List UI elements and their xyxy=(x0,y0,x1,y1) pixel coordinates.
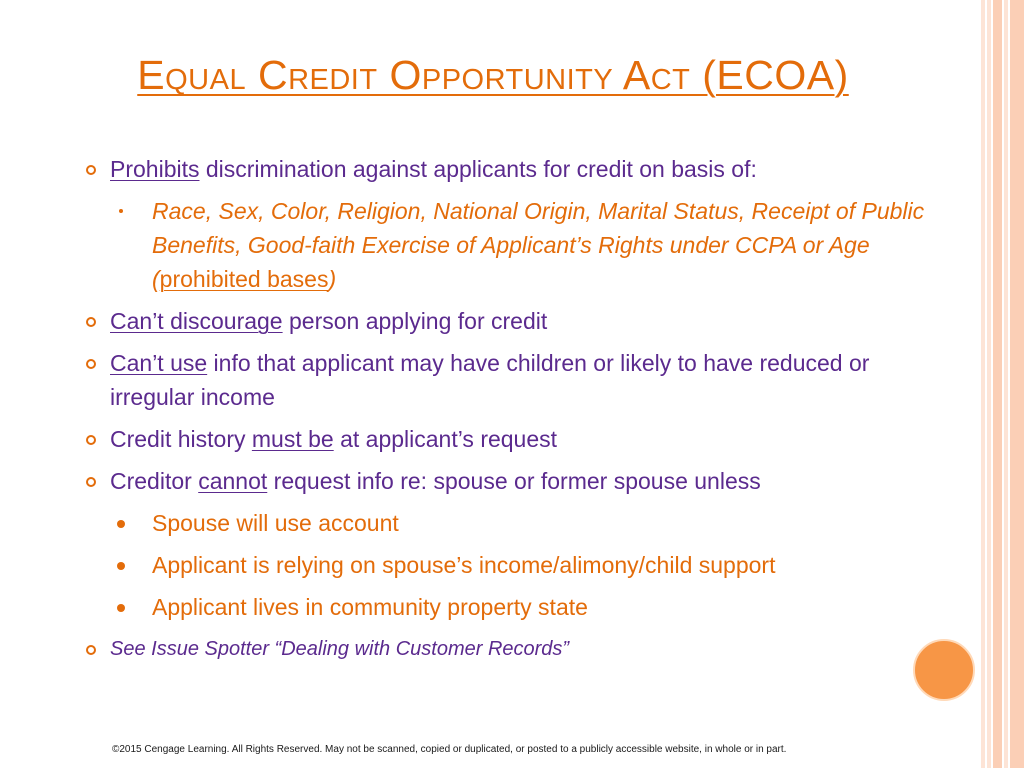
decor-circle xyxy=(913,639,975,701)
copyright-footer: ©2015 Cengage Learning. All Rights Reserved. May not be scanned, copied or duplicated, or posted to a publicly accessible website, in whole or in part. xyxy=(112,744,787,755)
bullet-item xyxy=(86,346,946,414)
decor-stripe xyxy=(1010,0,1024,768)
circle-bullet-icon xyxy=(86,317,96,327)
bullet-item xyxy=(86,422,946,456)
bullet-item xyxy=(86,632,946,666)
bullet-text: See Issue Spotter “Dealing with Customer Records” xyxy=(110,638,570,660)
decor-stripe xyxy=(1004,0,1008,768)
bullet-text: at applicant’s request xyxy=(333,426,558,452)
sub-bullet-item xyxy=(110,590,946,624)
emphasis-text: Can’t discourage xyxy=(110,308,283,334)
bullet-text: request info re: spouse or former spouse unless xyxy=(267,468,761,494)
bullet-text: discrimination against applicants for credit on basis of: xyxy=(199,156,757,182)
bullet-item xyxy=(86,152,946,186)
dot-bullet-icon xyxy=(117,520,125,528)
sub-bullet-item xyxy=(110,548,946,582)
bullet-item xyxy=(86,304,946,338)
sub-bullet-text: ) xyxy=(328,266,337,292)
emphasis-text: Prohibits xyxy=(110,156,200,182)
emphasis-text: cannot xyxy=(198,468,268,494)
slide-body xyxy=(86,152,946,674)
emphasis-text: must be xyxy=(251,426,334,452)
circle-bullet-icon xyxy=(86,359,96,369)
circle-bullet-icon xyxy=(86,645,96,655)
bullet-text: Creditor xyxy=(110,468,199,494)
circle-bullet-icon xyxy=(86,435,96,445)
bullet-text: Credit history xyxy=(110,426,252,452)
circle-bullet-icon xyxy=(86,477,96,487)
title-text: Equal Credit Opportunity Act (ECOA) xyxy=(137,52,849,98)
bullet-item xyxy=(86,464,946,498)
dot-bullet-icon xyxy=(117,604,125,612)
dot-bullet-icon xyxy=(119,209,123,213)
sub-bullet-text: Applicant is relying on spouse’s income/alimony/child support xyxy=(152,552,776,578)
page-title xyxy=(0,52,986,99)
sub-bullet-item xyxy=(110,194,946,296)
sub-bullet-text: Race, Sex, Color, Religion, National Origin, Marital Status, Receipt of Public Benefits, Good-faith Exercise of Applicant’s Rights under CCPA or Age ( xyxy=(152,198,925,292)
circle-bullet-icon xyxy=(86,165,96,175)
sub-bullet-text: Applicant lives in community property state xyxy=(152,594,588,620)
decor-stripe xyxy=(981,0,985,768)
emphasis-text: Can’t use xyxy=(110,350,208,376)
decor-stripe xyxy=(987,0,991,768)
sub-bullet-text: Spouse will use account xyxy=(152,510,399,536)
sub-bullet-item xyxy=(110,506,946,540)
bullet-text: info that applicant may have children or likely to have reduced or irregular income xyxy=(110,350,870,410)
bullet-text: person applying for credit xyxy=(282,308,548,334)
decor-stripe xyxy=(993,0,1002,768)
dot-bullet-icon xyxy=(117,562,125,570)
emphasis-text: prohibited bases xyxy=(159,266,329,292)
